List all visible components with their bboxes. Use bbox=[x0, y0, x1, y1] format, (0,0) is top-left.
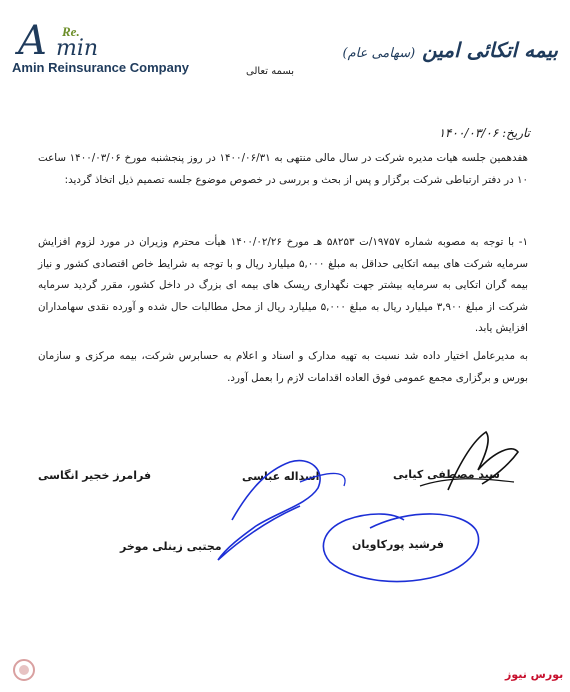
intro-paragraph: هفدهمین جلسه هیات مدیره شرکت در سال مالی منتهی به ۱۴۰۰/۰۶/۳۱ در روز پنجشنبه مورخ ۱۴۰۰/۰۳/۰۶ ساعت ۱۰ در دفتر ارتباطی شرکت برگزار و پس از بحث و بررسی در خصوص موضوع جلسه تصمیم ذیل اتخاذ گردید: bbox=[38, 152, 528, 186]
signature-black-2 bbox=[420, 479, 514, 486]
company-type: (سهامی عام) bbox=[342, 46, 416, 61]
signatory-name: فرشید پورکاویان bbox=[352, 538, 444, 551]
signature-blue-1 bbox=[218, 461, 320, 560]
mandate-paragraph: به مدیرعامل اختیار داده شد نسبت به تهیه مدارک و اسناد و اعلام به حسابرس شرکت، بیمه مرکزی و سازمان بورس و برگزاری مجمع عمومی فوق العاده اقدامات لازم را بعمل آورد. bbox=[38, 350, 528, 384]
company-name-en: Amin Reinsurance Company bbox=[12, 60, 189, 75]
signatory-name: اسداله عباسی bbox=[242, 470, 320, 483]
signature-blue-2 bbox=[300, 473, 345, 486]
signatory-name: سید مصطفی کیایی bbox=[392, 468, 500, 481]
resolution-item-1: ۱- با توجه به مصوبه شماره ۱۹۷۵۷/ت ۵۸۲۵۳ هـ مورخ ۱۴۰۰/۰۲/۲۶ هیأت محترم وزیران در مورد لزوم افزایش سرمایه شرکت های بیمه اتکایی حداقل به مبلغ ۵,۰۰۰ میلیارد ریال و با توجه به شرایط خاص اقتصادی کشور و نیاز بیمه گران اتکایی به سرمایه بیشتر جهت نگهداری ریسک های بیمه ای بزرگ در داخل کشور، مقرر گردید سرمایه شرکت از مبلغ ۳,۹۰۰ میلیارد ریال به مبلغ ۵,۰۰۰ میلیارد ریال از محل مطالبات حال شده و آورده نقدی سهامداران افزایش یابد. bbox=[38, 236, 528, 334]
signature-blue-3 bbox=[323, 514, 478, 582]
signatory-name: مجتبی زینلی موخر bbox=[120, 540, 222, 553]
news-source: بورس نیوز bbox=[505, 668, 564, 681]
logo-mark: A bbox=[18, 18, 47, 64]
logo-min: min bbox=[56, 36, 99, 61]
document-date: تاریخ: ۱۴۰۰/۰۳/۰۶ bbox=[438, 126, 530, 140]
signatory-name: فرامرز خجیر انگاسی bbox=[38, 469, 152, 482]
company-name-fa-main: بیمه اتکائی امین bbox=[422, 38, 558, 62]
logo-re: Re. bbox=[62, 24, 80, 39]
basmala: بسمه تعالی bbox=[246, 66, 295, 77]
